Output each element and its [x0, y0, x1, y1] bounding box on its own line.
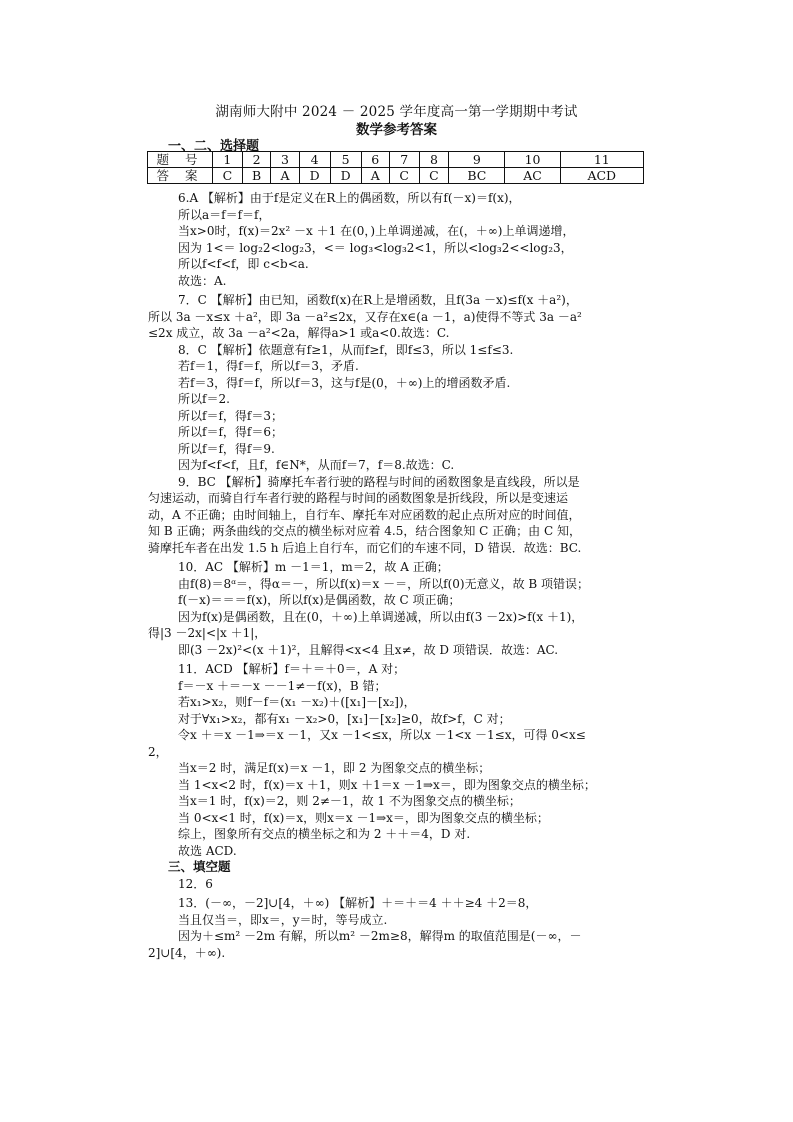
question-number-cell: 1 [213, 152, 243, 168]
answer-cell: A [361, 168, 389, 184]
solution-line: 当x＝2 时，满足f(x)＝x －1，即 2 为图象交点的横坐标； [178, 761, 491, 775]
solution-line: 所以a＝f＝f＝f， [178, 207, 271, 222]
solution-line: 2， [148, 744, 168, 759]
question-number-cell: 9 [449, 152, 505, 168]
solution-line: 9．BC 【解析】骑摩托车者行驶的路程与时间的函数图象是直线段，所以是 [178, 474, 580, 489]
answer-cell: A [271, 168, 299, 184]
solution-line: 得|3 －2x|<|x ＋1|， [148, 626, 267, 640]
solution-line: 当x>0时，f(x)＝2x² －x ＋1 在(0，)上单调递减，在(，＋∞)上单调递增， [178, 224, 575, 238]
solutions-body [148, 190, 648, 961]
section-heading-choice: 一、二、选择题 [168, 139, 260, 154]
answer-cell: BC [449, 168, 505, 184]
answer-cell: D [330, 168, 361, 184]
solution-line: 当 1<x<2 时，f(x)＝x ＋1，则x ＋1＝x －1⇒x＝，即为图象交点的横坐标； [178, 777, 596, 792]
solution-line: ≤2x 成立，故 3a －a²<2a，解得a>1 或a<0.故选：C. [148, 326, 450, 340]
page-title: 湖南师大附中 2024 － 2025 学年度高一第一学期期中考试 [215, 104, 578, 120]
solution-line: 令x ＋＝x －1⇒＝x －1，又x －1<≤x，所以x －1<x －1≤x，可得 0<x≤ [178, 728, 586, 742]
solution-line: 匀速运动，而骑自行车者行驶的路程与时间的函数图象是折线段，所以是变速运 [148, 491, 569, 505]
solution-line: 8．C 【解析】依题意有f≥1，从而f≥f，即f≤3，所以 1≤f≤3. [178, 342, 514, 357]
solution-line: 因为＋≤m² －2m 有解，所以m² －2m≥8，解得m 的取值范围是(－∞，－ [178, 929, 582, 943]
row-header-number: 题 号 [148, 152, 213, 168]
solution-line: f＝－x ＋＝－x －－1≠－f(x)，B 错； [178, 678, 387, 693]
solution-line: 若x₁>x₂，则f－f＝(x₁ －x₂)＋([x₁]－[x₂])， [178, 695, 416, 709]
answer-cell: C [389, 168, 419, 184]
question-number-cell: 7 [389, 152, 419, 168]
section-heading-fill: 三、填空题 [168, 859, 231, 874]
question-number-cell: 2 [242, 152, 271, 168]
question-number-cell: 6 [361, 152, 389, 168]
answer-cell: C [213, 168, 243, 184]
answer-cell: AC [505, 168, 560, 184]
solution-line: 因为f<f<f，且f，f∈N*，从而f＝7，f＝8.故选：C. [178, 458, 455, 472]
answer-cell: B [242, 168, 271, 184]
row-header-answer: 答 案 [148, 168, 213, 184]
solution-line: 10．AC 【解析】m －1＝1，m＝2，故 A 正确； [178, 560, 449, 574]
solution-line: 对于∀x₁>x₂，都有x₁ －x₂>0，[x₁]－[x₂]≥0，故f>f，C 对； [178, 711, 511, 726]
solution-line: 所以f＝2. [178, 392, 230, 406]
answer-table [147, 151, 644, 184]
solution-line: 若f＝1，得f＝f，所以f＝3，矛盾. [178, 359, 359, 373]
question-number-cell: 5 [330, 152, 361, 168]
solution-line: 当x＝1 时，f(x)＝2，则 2≠－1，故 1 不为图象交点的横坐标； [178, 794, 521, 808]
solution-line: 因为 1<＝ log₂2<log₂3，<＝ log₃<log₃2<1，所以<log₃2<<log₂3， [178, 240, 573, 255]
solution-line: 因为f(x)是偶函数，且在(0，＋∞)上单调递减，所以由f(3 －2x)>f(x ＋1)， [178, 609, 584, 624]
solution-line: 所以 3a －x≤x ＋a²，即 3a －a²≤2x，又存在x∈(a －1，a)使得不等式 3a －a² [148, 309, 582, 324]
solution-line: 故选 ACD. [178, 843, 237, 858]
solution-line: 当 0<x<1 时，f(x)＝x，则x＝x －1⇒x＝，即为图象交点的横坐标； [178, 810, 549, 825]
question-number-cell: 8 [419, 152, 449, 168]
solution-line: 13．(－∞，－2]∪[4，＋∞) 【解析】＋＝＋＝4 ＋＋≥4 ＋2＝8， [178, 896, 538, 910]
solution-line: 故选：A. [178, 273, 227, 288]
solution-line: 若f＝3，得f＝f，所以f＝3，这与f是(0，＋∞)上的增函数矛盾. [178, 375, 511, 390]
solution-line: 所以f＝f，得f＝3； [178, 408, 283, 423]
solution-line: 7．C 【解析】由已知，函数f(x)在R上是增函数，且f(3a －x)≤f(x ＋a²)， [178, 293, 578, 307]
question-number-cell: 3 [271, 152, 299, 168]
solution-line: 知 B 正确；两条曲线的交点的横坐标对应着 4.5，结合图象知 C 正确；由 C 知， [148, 524, 581, 538]
solution-line: 6.A 【解析】由于f是定义在R上的偶函数，所以有f(－x)＝f(x)， [178, 191, 521, 205]
answer-cell: C [419, 168, 449, 184]
solution-line: 12．6 [178, 876, 213, 891]
solution-line: f(－x)＝＝＝f(x)，所以f(x)是偶函数，故 C 项正确； [178, 593, 461, 607]
answer-cell: D [299, 168, 330, 184]
solution-line: 当且仅当＝，即x＝，y＝时，等号成立. [178, 912, 388, 927]
solution-line: 11．ACD 【解析】f＝＋＝＋0＝，A 对； [178, 662, 406, 676]
question-number-cell: 10 [505, 152, 560, 168]
question-number-cell: 11 [560, 152, 643, 168]
question-number-cell: 4 [299, 152, 330, 168]
answer-table-row-answers [148, 168, 644, 184]
answer-cell: ACD [560, 168, 643, 184]
solution-line: 2]∪[4，＋∞). [148, 945, 226, 960]
solution-line: 所以f＝f，得f＝6； [178, 425, 283, 439]
solution-line: 综上，图象所有交点的横坐标之和为 2 ＋＋＝4，D 对. [178, 827, 471, 841]
solution-line: 即(3 －2x)²<(x ＋1)²，且解得<x<4 且x≠，故 D 项错误．故选：AC. [178, 642, 559, 657]
page-subtitle: 数学参考答案 [356, 122, 437, 138]
answer-table-row-numbers [148, 152, 644, 168]
solution-line: 由f(8)＝8ᵅ＝，得α＝－，所以f(x)＝x －＝，所以f(0)无意义，故 B 项错误； [178, 576, 590, 591]
solution-line: 骑摩托车者在出发 1.5 h 后追上自行车，而它们的车速不同，D 错误．故选：BC. [148, 540, 582, 555]
solution-line: 动，A 不正确；由时间轴上，自行车、摩托车对应函数的起止点所对应的时间值， [148, 507, 581, 522]
solution-line: 所以f<f<f，即 c<b<a. [178, 257, 309, 271]
solution-line: 所以f＝f，得f＝9. [178, 441, 275, 456]
